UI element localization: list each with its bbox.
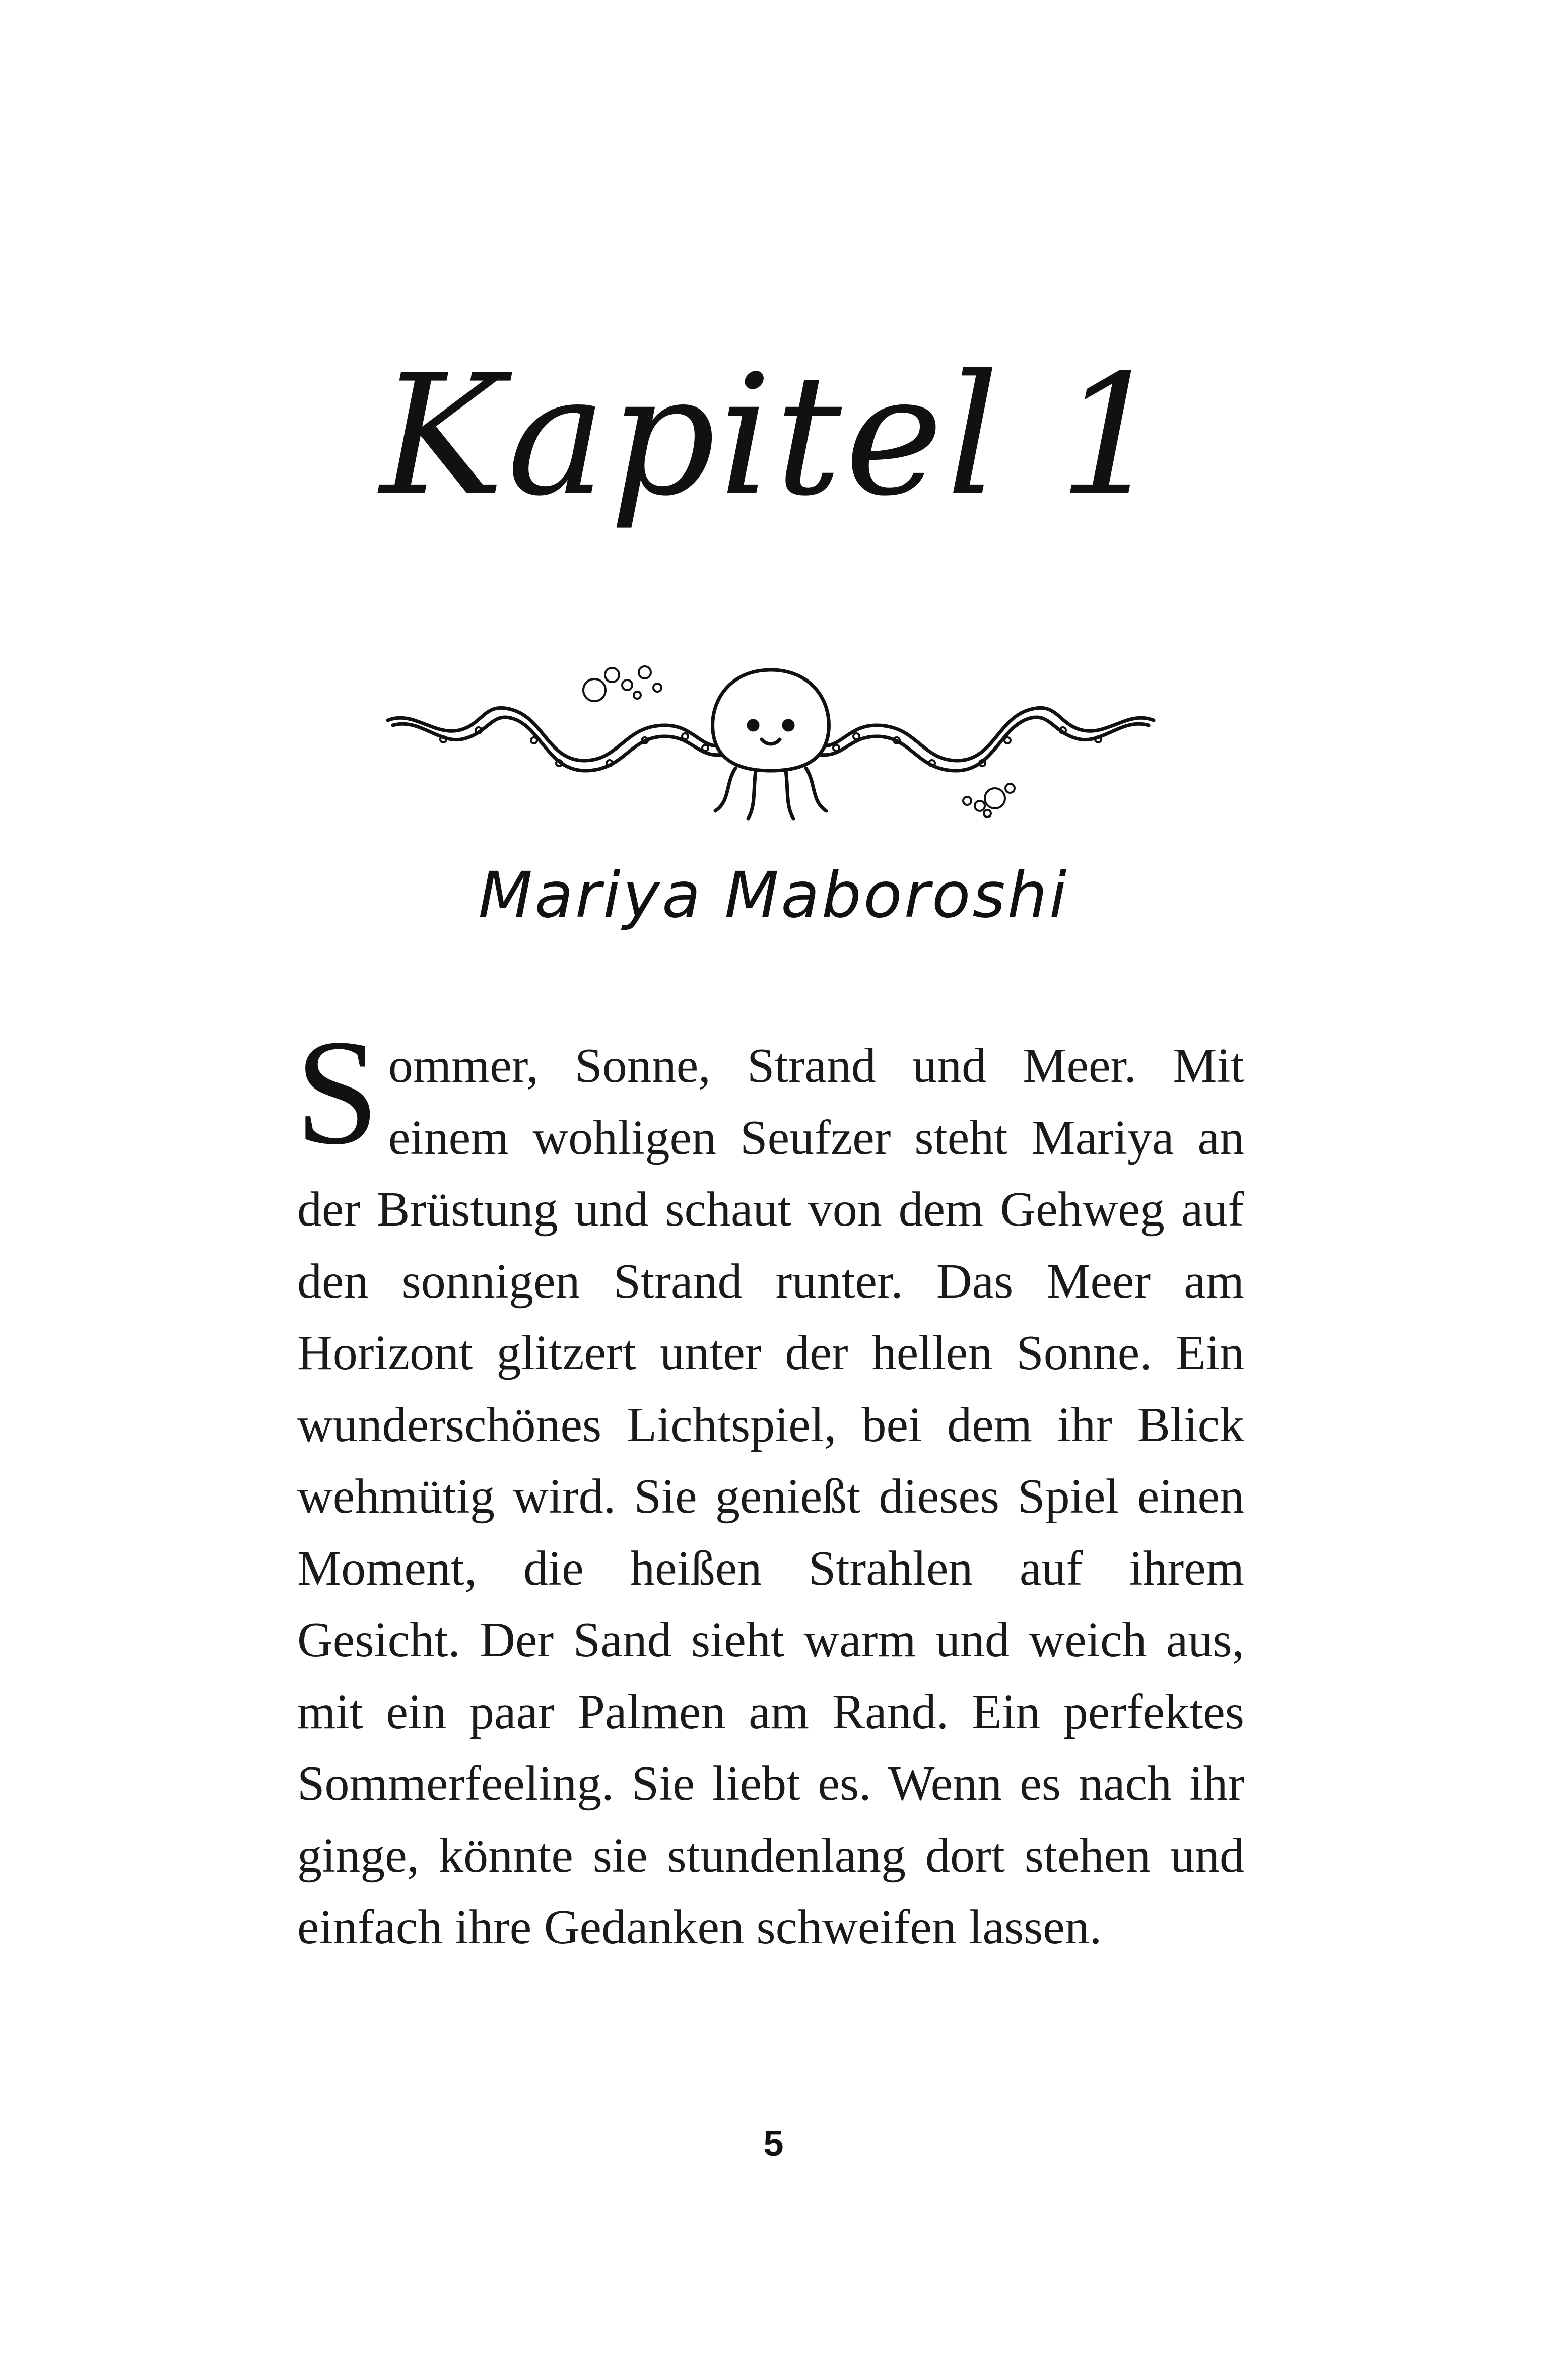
chapter-title: Kapitel 1 (380, 339, 1167, 532)
page-number: 5 (763, 2124, 784, 2164)
octopus-tentacle-divider-icon (383, 650, 1159, 826)
chapter-body-text (295, 1008, 1244, 1963)
author-name: Mariya Maboroshi (478, 859, 1069, 932)
paragraph-text: ommer, Sonne, Strand und Meer. Mit einem wohligen Seufzer steht Mariya an der Brüstung und schaut von dem Gehweg auf den sonnigen Strand runter. Das Meer am Horizont glitzert unter der hellen Sonne. Ein wunderschönes Lichtspiel, bei dem ihr Blick wehmütig wird. Sie genießt dieses Spiel einen Moment, die heißen Strahlen auf ihrem Gesicht. Der Sand sieht warm und weich aus, mit ein paar Palmen am Rand. Ein perfektes Sommerfeeling. Sie liebt es. Wenn es nach ihr ginge, könnte sie stundenlang dort stehen und einfach ihre Gedanken schweifen lassen. (297, 1039, 1244, 1954)
paragraph (295, 1008, 1244, 1963)
drop-cap: S (295, 1008, 379, 1176)
